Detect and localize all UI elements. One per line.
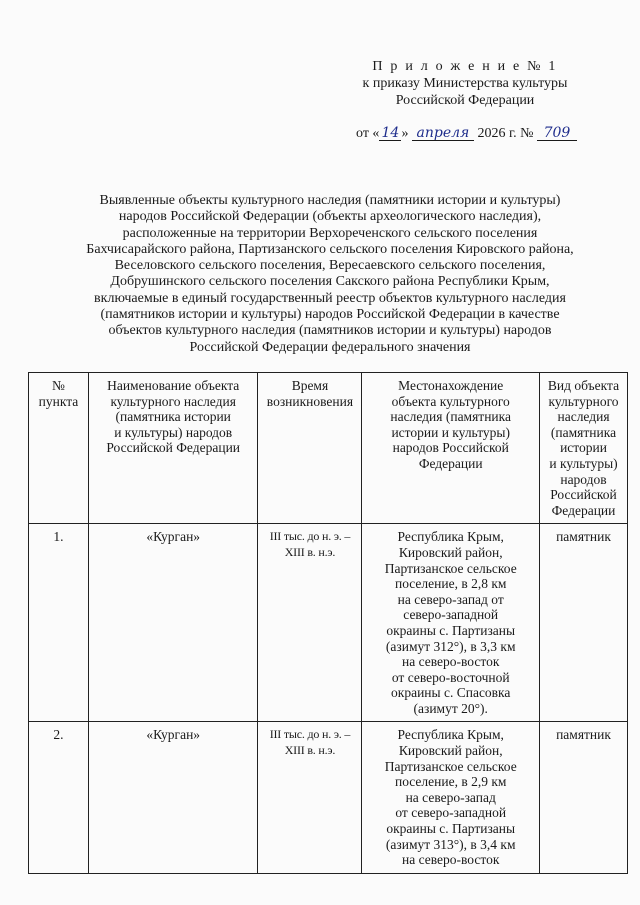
order-year: 2026 г. № [473,126,537,141]
header-line: объекта культурного [391,393,510,409]
cell-line: Партизанское сельское [384,560,517,576]
cell-line: поселение, в 2,8 км [394,576,507,592]
header-line: народов Российской [392,440,509,456]
header-location [362,373,540,524]
cell-line: окраины с. Партизаны [386,821,516,837]
header-line: Вид объекта [547,378,620,393]
document-title [40,193,620,356]
cell-line: окраины с. Спасовка [391,685,511,701]
cell-line: Кировский район, [398,743,503,759]
cell-line: на северо-запад [405,789,496,805]
header-line: наследия (памятника [390,409,512,425]
header-line: № [52,378,65,393]
title-line: включаемые в единый государственный реестр объектов культурного наследия [94,290,566,306]
title-line: (памятников истории и культуры) народов Российской Федерации в качестве [100,307,560,323]
header-line: Российской [550,487,617,503]
header-line: пункта [38,393,79,409]
cell-line: Кировский район, [398,544,503,560]
cell-line: Партизанское сельское [384,758,517,774]
cell-line: от северо-западной [395,805,507,821]
cell-line: на северо-восток [402,852,500,868]
cell-line: III тыс. до н. э. – [269,529,351,544]
order-mid: » [401,126,412,141]
cell-line: на северо-запад от [397,591,504,607]
table-row [29,524,628,722]
header-time [258,373,362,524]
header-line: (памятника истории [115,409,231,425]
header-line: Российской Федерации [106,440,241,456]
cell-line: (азимут 20°). [413,700,488,716]
header-name [88,373,258,524]
cell-time [258,524,362,722]
cell-kind: памятник [540,722,628,873]
header-line: Местонахождение [398,378,504,393]
cell-num: 1. [29,524,89,722]
cell-location [362,722,540,873]
header-line: Наименование объекта [107,378,240,393]
cell-line: XIII в. н.э. [284,743,336,758]
header-line: культурного [548,393,619,409]
cell-line: (азимут 313°), в 3,4 км [385,836,516,852]
title-line: Бахчисарайского района, Партизанского сельского поселения Кировского района, [86,241,574,257]
header-num [29,373,89,524]
order-number: 709 [537,126,577,141]
cell-line: III тыс. до н. э. – [269,727,351,742]
title-line: Добрушинского сельского поселения Сакского района Республики Крым, [110,274,550,290]
table-row [29,722,628,873]
order-prefix: от « [356,126,380,141]
cell-line: (азимут 312°), в 3,3 км [385,638,516,654]
cell-time [258,722,362,873]
header-line: истории и культуры) [391,424,510,440]
header-line: и культуры) народов [114,424,233,440]
header-line: народов [560,471,607,487]
order-reference [356,126,626,142]
header-line: Время [291,378,329,393]
objects-table [28,372,628,874]
header-line: возникновения [266,393,354,409]
header-line: истории [560,440,607,456]
appendix-line1: к приказу Министерства культуры [362,76,568,91]
title-line: Выявленные объекты культурного наследия (памятники истории и культуры) [99,193,561,208]
title-line: Веселовского сельского поселения, Вересаевского сельского поселения, [114,258,546,274]
header-kind [540,373,628,524]
cell-name: «Курган» [88,722,258,873]
header-line: наследия [557,409,610,425]
cell-line: Республика Крым, [397,727,504,743]
header-line: Федерации [551,502,616,518]
page-bottom-edge [0,878,640,905]
order-month: апреля [412,126,474,141]
cell-line: от северо-восточной [391,669,510,685]
order-day: 14 [379,126,401,141]
title-line: расположенные на территории Верхореченского сельского поселения [122,225,538,241]
cell-kind: памятник [540,524,628,722]
appendix-line2: Российской Федерации [395,93,535,108]
appendix-title: П р и л о ж е н и е № 1 [372,59,558,74]
cell-line: поселение, в 2,9 км [394,774,507,790]
header-line: Федерации [418,455,483,471]
title-line: Российской Федерации федерального значения [189,339,471,355]
header-line: культурного наследия [110,393,236,409]
cell-line: XIII в. н.э. [284,544,336,559]
cell-location [362,524,540,722]
cell-line: Республика Крым, [397,529,504,545]
cell-num: 2. [29,722,89,873]
header-line: (памятника [550,424,617,440]
cell-line: на северо-восток [402,654,500,670]
title-line: объектов культурного наследия (памятников истории и культуры) народов [108,323,552,339]
cell-line: северо-западной [403,607,499,623]
cell-name: «Курган» [88,524,258,722]
appendix-header [300,58,630,109]
title-line: народов Российской Федерации (объекты археологического наследия), [118,209,542,225]
header-line: и культуры) [549,455,618,471]
cell-line: окраины с. Партизаны [386,622,516,638]
table-header-row [29,373,628,524]
